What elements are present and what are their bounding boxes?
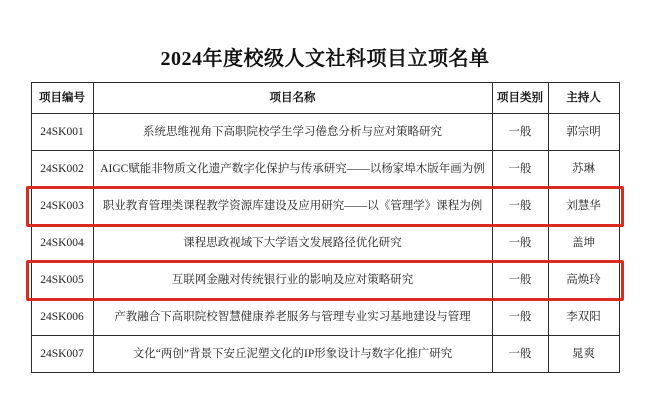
cell-project-id: 24SK005 xyxy=(31,262,93,299)
table-row xyxy=(31,262,619,299)
cell-project-name: 系统思维视角下高职院校学生学习倦怠分析与应对策略研究 xyxy=(93,114,492,151)
cell-project-name: 产教融合下高职院校智慧健康养老服务与管理专业实习基地建设与管理 xyxy=(93,299,492,336)
cell-category: 一般 xyxy=(492,151,548,188)
table-body xyxy=(31,114,619,373)
cell-project-name: 课程思政视域下大学语文发展路径优化研究 xyxy=(93,225,492,262)
cell-leader: 刘慧华 xyxy=(548,188,619,225)
cell-project-id: 24SK006 xyxy=(31,299,93,336)
table-row xyxy=(31,188,619,225)
cell-leader: 苏琳 xyxy=(548,151,619,188)
cell-project-name: 互联网金融对传统银行业的影响及应对策略研究 xyxy=(93,262,492,299)
cell-category: 一般 xyxy=(492,114,548,151)
column-header-category: 项目类别 xyxy=(492,83,548,114)
column-header-leader: 主持人 xyxy=(548,83,619,114)
column-header-project-name: 项目名称 xyxy=(93,83,492,114)
cell-project-id: 24SK001 xyxy=(31,114,93,151)
table-row xyxy=(31,151,619,188)
cell-project-name: AIGC赋能非物质文化遗产数字化保护与传承研究——以杨家埠木版年画为例 xyxy=(93,151,492,188)
cell-leader: 高焕玲 xyxy=(548,262,619,299)
cell-leader: 郭宗明 xyxy=(548,114,619,151)
cell-leader: 李双阳 xyxy=(548,299,619,336)
table-row xyxy=(31,225,619,262)
projects-table xyxy=(31,82,620,373)
cell-leader: 晁爽 xyxy=(548,336,619,373)
table-row xyxy=(31,299,619,336)
cell-project-id: 24SK002 xyxy=(31,151,93,188)
cell-category: 一般 xyxy=(492,336,548,373)
cell-category: 一般 xyxy=(492,262,548,299)
cell-project-name: 文化“两创”背景下安丘泥塑文化的IP形象设计与数字化推广研究 xyxy=(93,336,492,373)
cell-category: 一般 xyxy=(492,299,548,336)
cell-leader: 盖坤 xyxy=(548,225,619,262)
page-title: 2024年度校级人文社科项目立项名单 xyxy=(160,48,490,70)
cell-project-id: 24SK007 xyxy=(31,336,93,373)
table-header-row xyxy=(31,83,619,114)
cell-project-id: 24SK003 xyxy=(31,188,93,225)
column-header-project-id: 项目编号 xyxy=(31,83,93,114)
table-row xyxy=(31,114,619,151)
cell-category: 一般 xyxy=(492,188,548,225)
cell-project-id: 24SK004 xyxy=(31,225,93,262)
table-row xyxy=(31,336,619,373)
cell-category: 一般 xyxy=(492,225,548,262)
cell-project-name: 职业教育管理类课程教学资源库建设及应用研究——以《管理学》课程为例 xyxy=(93,188,492,225)
